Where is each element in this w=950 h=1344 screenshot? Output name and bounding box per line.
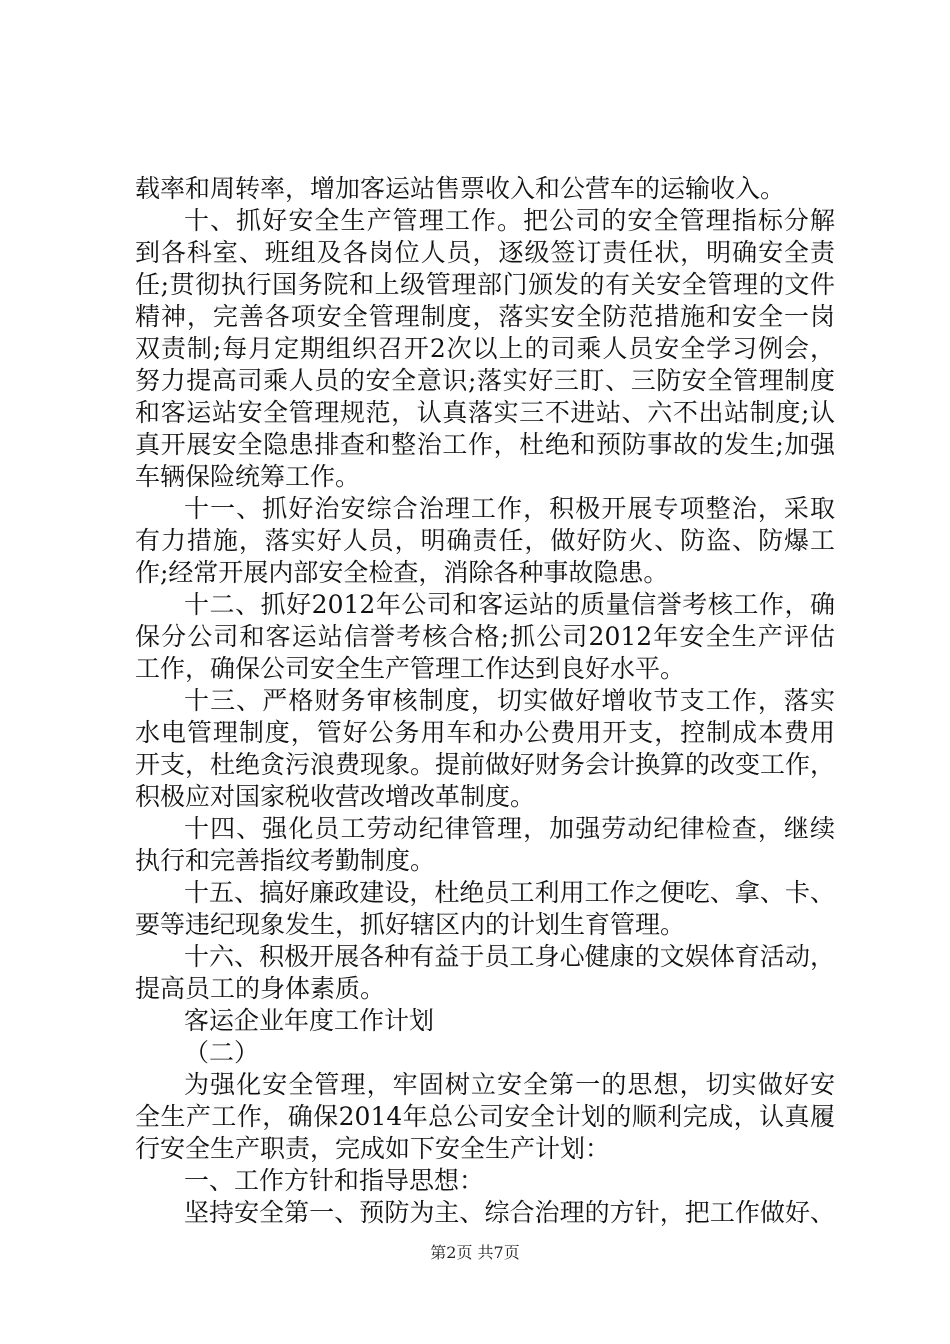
text-line: 真开展安全隐患排查和整治工作，杜绝和预防事故的发生;加强 — [135, 430, 835, 459]
page-footer: 第2页 共7页 — [430, 1243, 520, 1262]
text-line: 载率和周转率，增加客运站售票收入和公营车的运输收入。 — [135, 174, 786, 203]
text-line: 有力措施，落实好人员，明确责任，做好防火、防盗、防爆工 — [135, 526, 835, 555]
text-line: 十三、严格财务审核制度，切实做好增收节支工作，落实 — [184, 686, 835, 715]
text-line: 精神，完善各项安全管理制度，落实安全防范措施和安全一岗 — [135, 302, 835, 331]
text-line: 到各科室、班组及各岗位人员，逐级签订责任状，明确安全责 — [135, 238, 835, 267]
text-line: 要等违纪现象发生，抓好辖区内的计划生育管理。 — [135, 910, 686, 939]
text-line: 十、抓好安全生产管理工作。把公司的安全管理指标分解 — [184, 206, 835, 235]
text-line: 开支，杜绝贪污浪费现象。提前做好财务会计换算的改变工作， — [135, 750, 836, 779]
text-line: 十一、抓好治安综合治理工作，积极开展专项整治，采取 — [184, 494, 835, 523]
text-line: 十六、积极开展各种有益于员工身心健康的文娱体育活动， — [184, 942, 835, 971]
text-line: 全生产工作，确保2014年总公司安全计划的顺利完成，认真履 — [135, 1102, 835, 1131]
text-line: 十五、搞好廉政建设，杜绝员工利用工作之便吃、拿、卡、 — [184, 878, 835, 907]
text-line: 作;经常开展内部安全检查，消除各种事故隐患。 — [135, 558, 669, 587]
text-line: 十四、强化员工劳动纪律管理，加强劳动纪律检查，继续 — [184, 814, 835, 843]
text-line: 为强化安全管理，牢固树立安全第一的思想，切实做好安 — [184, 1070, 835, 1099]
text-line: 执行和完善指纹考勤制度。 — [135, 846, 436, 875]
text-line: 水电管理制度，管好公务用车和办公费用开支，控制成本费用 — [135, 718, 835, 747]
section-title: 客运企业年度工作计划 — [184, 1006, 435, 1035]
text-line: 任;贯彻执行国务院和上级管理部门颁发的有关安全管理的文件 — [135, 270, 835, 299]
text-line: 坚持安全第一、预防为主、综合治理的方针，把工作做好、 — [184, 1198, 835, 1227]
text-line: 双责制;每月定期组织召开2次以上的司乘人员安全学习例会， — [135, 334, 835, 363]
text-line: 工作，确保公司安全生产管理工作达到良好水平。 — [135, 654, 686, 683]
text-line: 十二、抓好2012年公司和客运站的质量信誉考核工作，确 — [184, 590, 835, 619]
section-subtitle: （二） — [184, 1038, 260, 1067]
text-line: 努力提高司乘人员的安全意识;落实好三盯、三防安全管理制度 — [135, 366, 835, 395]
text-line: 一、工作方针和指导思想： — [184, 1166, 485, 1195]
text-line: 保分公司和客运站信誉考核合格;抓公司2012年安全生产评估 — [135, 622, 835, 651]
text-line: 提高员工的身体素质。 — [135, 974, 386, 1003]
text-line: 积极应对国家税收营改增改革制度。 — [135, 782, 536, 811]
text-line: 和客运站安全管理规范，认真落实三不进站、六不出站制度;认 — [135, 398, 835, 427]
text-line: 行安全生产职责，完成如下安全生产计划： — [135, 1134, 611, 1163]
text-line: 车辆保险统筹工作。 — [135, 462, 361, 491]
